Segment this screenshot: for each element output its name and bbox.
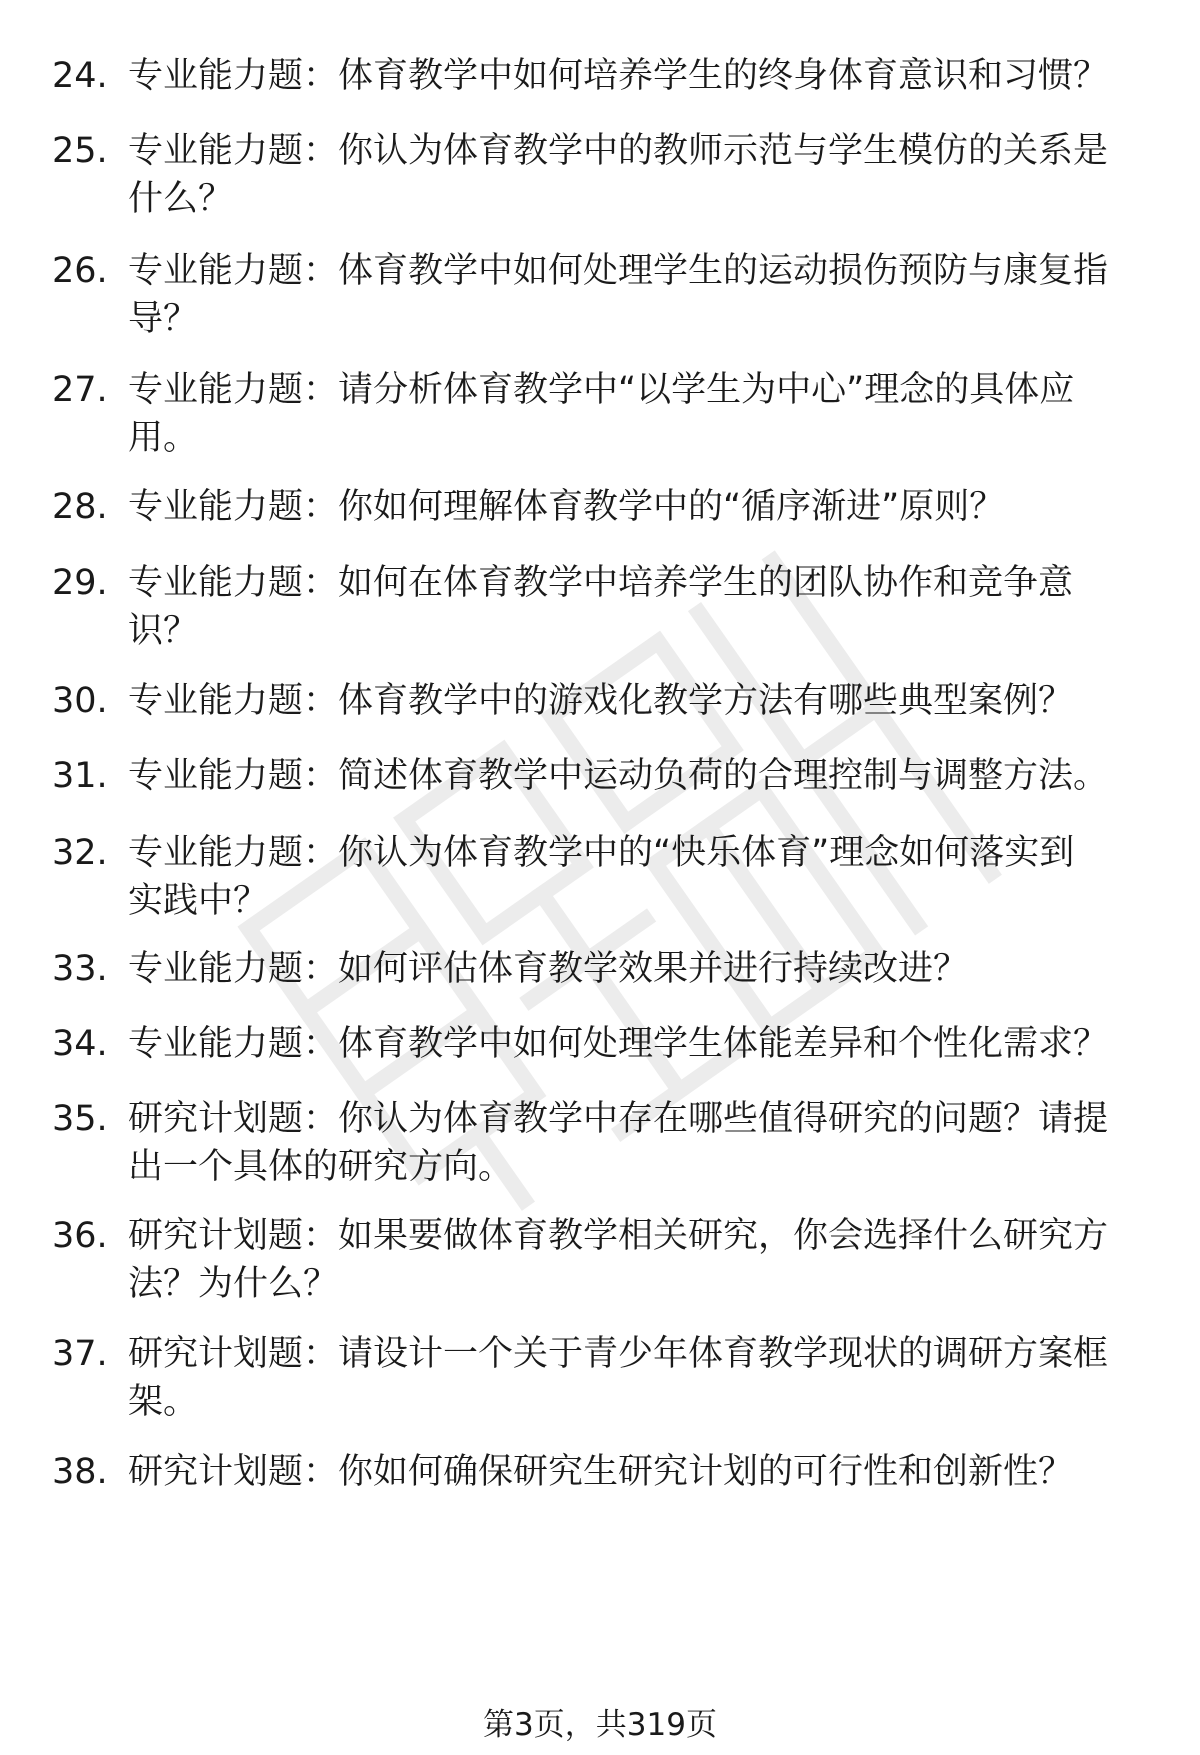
question-text: 专业能力题：请分析体育教学中“以学生为中心”理念的具体应 用。 (128, 370, 1075, 458)
question-number: 34. (52, 1024, 108, 1064)
question-number: 30. (52, 681, 108, 721)
question-text: 专业能力题：如何在体育教学中培养学生的团队协作和竞争意 识？ (128, 563, 1074, 651)
question-number: 37. (52, 1334, 108, 1374)
question-text: 专业能力题：体育教学中的游戏化教学方法有哪些典型案例？ (128, 681, 1074, 721)
question-text: 专业能力题：体育教学中如何培养学生的终身体育意识和习惯？ (128, 56, 1109, 96)
question-text: 研究计划题：请设计一个关于青少年体育教学现状的调研方案框 架。 (128, 1334, 1109, 1422)
question-number: 31. (52, 756, 108, 796)
question-text: 专业能力题：你如何理解体育教学中的“循序渐进”原则？ (128, 487, 1005, 527)
question-number: 24. (52, 56, 108, 96)
question-number: 32. (52, 833, 108, 873)
page-number: 第3页，共319页 (483, 1707, 717, 1743)
question-number: 35. (52, 1099, 108, 1139)
question-number: 38. (52, 1452, 108, 1492)
question-text: 专业能力题：简述体育教学中运动负荷的合理控制与调整方法。 (128, 756, 1109, 796)
question-number: 26. (52, 251, 108, 291)
question-number: 29. (52, 563, 108, 603)
question-text: 专业能力题：如何评估体育教学效果并进行持续改进？ (128, 949, 969, 989)
question-number: 25. (52, 131, 108, 171)
question-number: 33. (52, 949, 108, 989)
question-text: 专业能力题：你认为体育教学中的“快乐体育”理念如何落实到 实践中？ (128, 833, 1075, 921)
question-text: 研究计划题：你如何确保研究生研究计划的可行性和创新性？ (128, 1452, 1074, 1492)
question-text: 专业能力题：你认为体育教学中的教师示范与学生模仿的关系是 什么？ (128, 131, 1109, 219)
question-text: 研究计划题：你认为体育教学中存在哪些值得研究的问题？请提 出一个具体的研究方向。 (128, 1099, 1109, 1187)
question-text: 专业能力题：体育教学中如何处理学生体能差异和个性化需求？ (128, 1024, 1109, 1064)
question-number: 36. (52, 1216, 108, 1256)
question-number: 27. (52, 370, 108, 410)
question-text: 研究计划题：如果要做体育教学相关研究，你会选择什么研究方 法？为什么？ (128, 1216, 1109, 1304)
question-number: 28. (52, 487, 108, 527)
question-text: 专业能力题：体育教学中如何处理学生的运动损伤预防与康复指 导？ (128, 251, 1109, 339)
